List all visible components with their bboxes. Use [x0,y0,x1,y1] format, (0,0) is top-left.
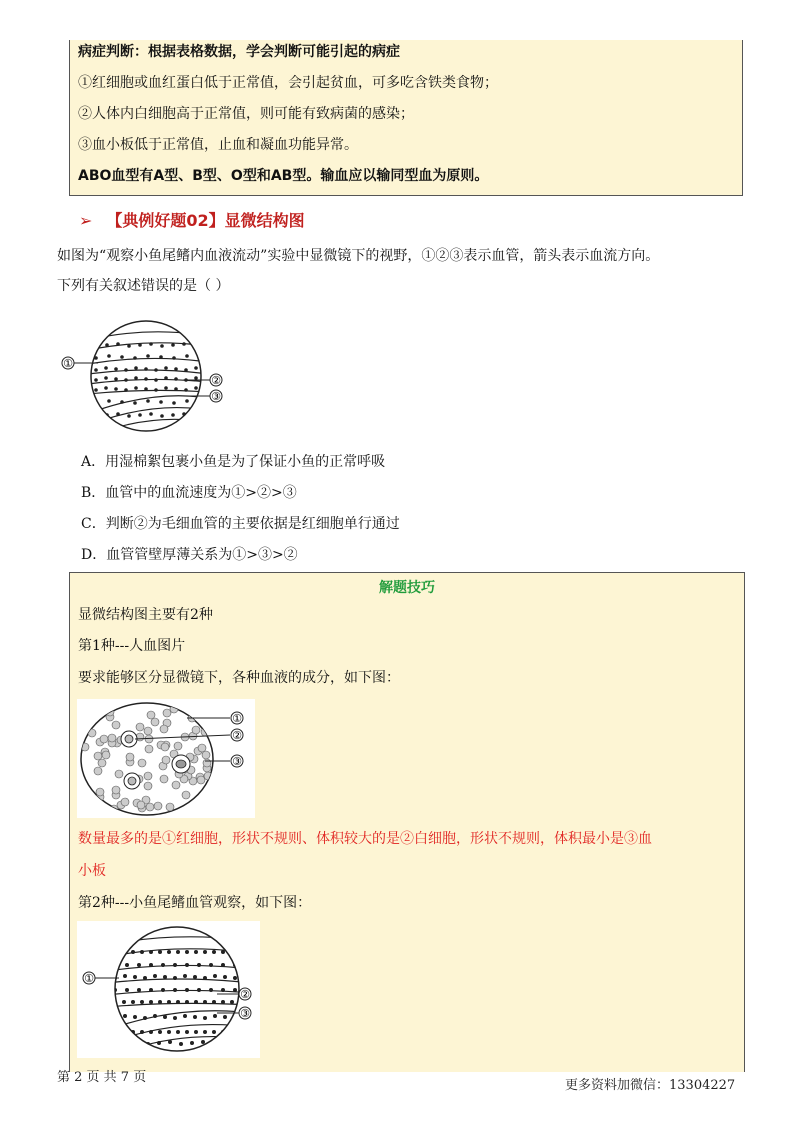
tips-line-2: 第1种---人血图片 [78,638,186,654]
tips-line-3: 要求能够区分显微镜下，各种血液的成分，如下图： [78,670,400,686]
example-heading [79,208,305,231]
tips-box [69,572,745,1072]
option-d[interactable]: D．血管管壁厚薄关系为①>③>② [81,547,298,563]
blood-label-3: ③ [232,755,242,768]
tips-line-4: 第2种---小鱼尾鳍血管观察，如下图： [78,895,312,911]
question-line-1: 如图为“观察小鱼尾鳍内血液流动”实验中显微镜下的视野，①②③表示血管，箭头表示血流方向。 [57,248,660,264]
blood-label-1: ① [232,712,242,725]
summary-line-1: ①红细胞或血红蛋白低于正常值，会引起贫血，可多吃含铁类食物； [78,75,498,91]
question-line-2: 下列有关叙述错误的是（ ） [57,278,230,294]
page-number: 第 2 页 共 7 页 [57,1070,147,1085]
fish2-label-2: ② [240,988,250,1001]
fish-label-1: ① [63,357,73,370]
tips-red-line-1: 数量最多的是①红细胞，形状不规则、体积较大的是②白细胞，形状不规则，体积最小是③血 [78,831,652,847]
option-c[interactable]: C．判断②为毛细血管的主要依据是红细胞单行通过 [81,516,400,532]
fish2-label-3: ③ [240,1007,250,1020]
blood-smear-figure [77,699,255,818]
blood-label-2: ② [232,729,242,742]
tips-red-line-2: 小板 [78,863,106,879]
blood-smear-image [77,699,255,818]
fish2-label-1: ① [84,972,94,985]
summary-line-4: ABO血型有A型、B型、O型和AB型。输血应以输同型血为原则。 [78,168,489,184]
example-title: 【典例好题02】显微结构图 [106,211,305,230]
fish-label-3: ③ [211,390,221,403]
tips-title: 解题技巧 [379,580,435,596]
arrow-bullet-icon: ➢ [79,211,93,230]
fish-tail-figure [58,318,221,438]
fish-tail-figure-2 [77,921,260,1058]
tips-line-1: 显微结构图主要有2种 [78,607,213,623]
summary-line-2: ②人体内白细胞高于正常值，则可能有致病菌的感染； [78,106,414,122]
contact-info: 更多资料加微信：13304227 [565,1078,736,1093]
fish-label-2: ② [211,374,221,387]
summary-heading: 病症判断：根据表格数据，学会判断可能引起的病症 [78,44,400,60]
option-a[interactable]: A．用湿棉絮包裹小鱼是为了保证小鱼的正常呼吸 [81,454,386,470]
fish-tail-image [77,921,260,1058]
option-b[interactable]: B．血管中的血流速度为①>②>③ [81,485,297,501]
summary-line-3: ③血小板低于正常值，止血和凝血功能异常。 [78,137,358,153]
summary-box [69,40,743,196]
